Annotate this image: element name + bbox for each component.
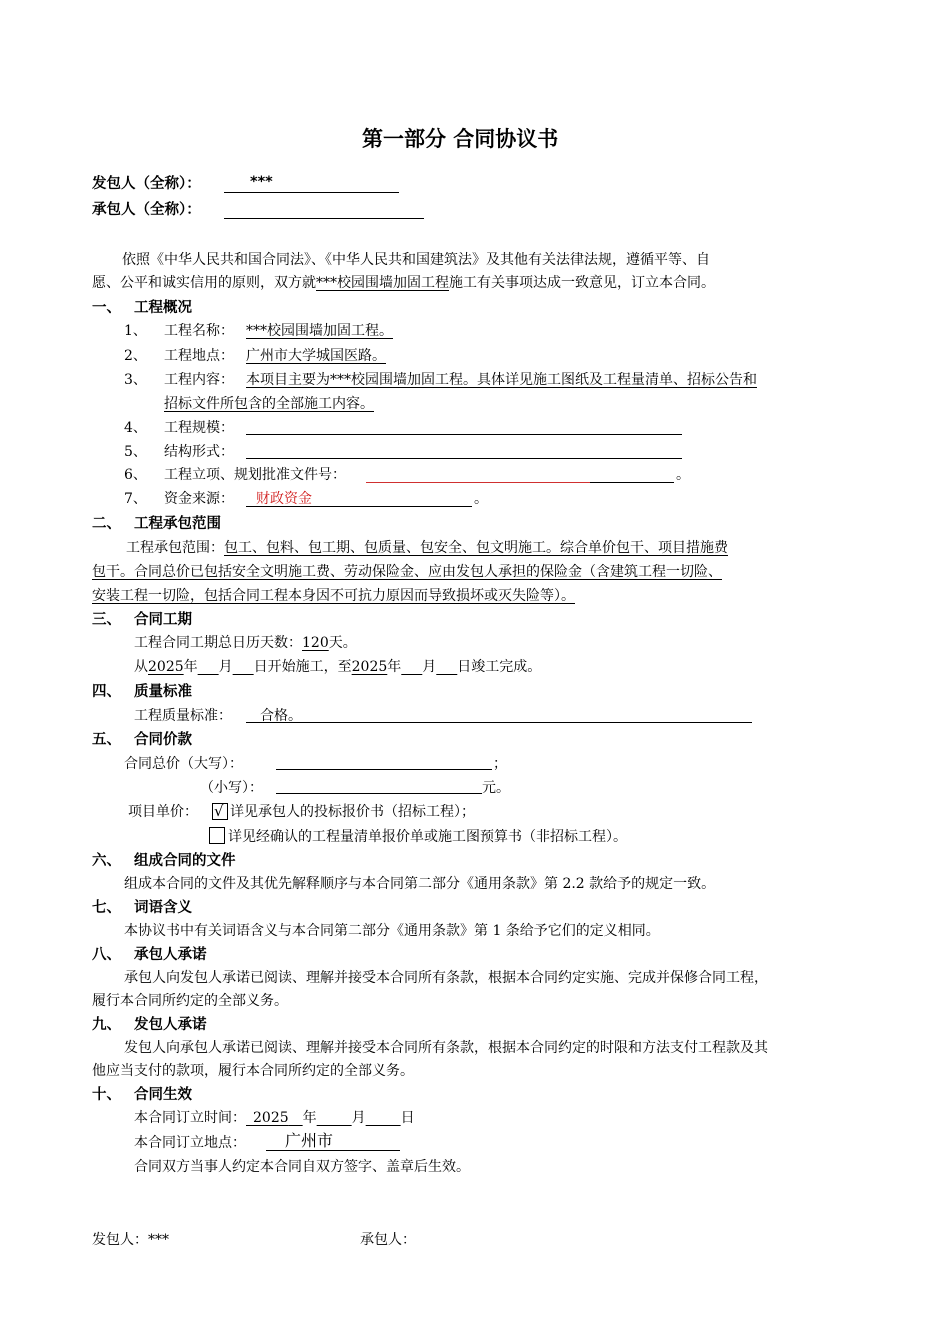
sign-time-label: 本合同订立时间： bbox=[134, 1110, 246, 1126]
quality-label: 工程质量标准： bbox=[134, 708, 232, 724]
section-3-number: 三、 bbox=[92, 612, 121, 628]
scope-line-3: 安装工程一切险，包括合同工程本身因不可抗力原因而导致损坏或灭失险等）。 bbox=[92, 588, 575, 604]
quality-underline bbox=[246, 722, 752, 723]
item-4-label: 工程规模： bbox=[164, 420, 234, 436]
item-7-number: 7、 bbox=[124, 491, 147, 507]
duration-label: 工程合同工期总日历天数： bbox=[134, 635, 302, 651]
preamble-line-1: 依照《中华人民共和国合同法》、《中华人民共和国建筑法》及其他有关法律法规，遵循平等、自 bbox=[122, 252, 710, 268]
section-5-heading: 合同价款 bbox=[134, 732, 192, 748]
sign-ri: 日 bbox=[400, 1110, 415, 1126]
section-8-line-2: 履行本合同所约定的全部义务。 bbox=[92, 993, 288, 1009]
item-6-number: 6、 bbox=[124, 467, 147, 483]
section-3-heading: 合同工期 bbox=[134, 612, 192, 628]
total-price-label: 合同总价（大写）： bbox=[124, 756, 243, 772]
approval-underline-red bbox=[366, 482, 590, 483]
section-10-heading: 合同生效 bbox=[134, 1087, 192, 1103]
start-month-blank bbox=[198, 659, 219, 675]
signature-employer-value: *** bbox=[148, 1232, 169, 1248]
page-title: 第一部分 合同协议书 bbox=[362, 127, 559, 151]
section-9-line-2: 他应当支付的款项，履行本合同所约定的全部义务。 bbox=[92, 1063, 414, 1079]
item-2-label: 工程地点： bbox=[164, 348, 234, 364]
section-10-number: 十、 bbox=[92, 1087, 121, 1103]
section-9-heading: 发包人承诺 bbox=[134, 1017, 207, 1033]
non-tender-checkbox[interactable] bbox=[209, 827, 225, 844]
section-8-number: 八、 bbox=[92, 947, 121, 963]
preamble-text-a: 愿、公平和诚实信用的原则，双方就 bbox=[92, 275, 316, 291]
sign-place-label: 本合同订立地点： bbox=[134, 1135, 246, 1151]
project-content-value: 本项目主要为***校园围墙加固工程。具体详见施工图纸及工程量清单、招标公告和 bbox=[246, 372, 757, 388]
section-4-heading: 质量标准 bbox=[134, 684, 192, 700]
section-8-heading: 承包人承诺 bbox=[134, 947, 207, 963]
small-price-underline bbox=[276, 793, 482, 794]
start-nian: 年 bbox=[183, 659, 198, 675]
section-6-number: 六、 bbox=[92, 853, 121, 869]
tender-option-text: 详见承包人的投标报价书（招标工程）； bbox=[230, 804, 475, 820]
signature-employer-label: 发包人： bbox=[92, 1232, 148, 1248]
sign-month-blank bbox=[317, 1110, 352, 1126]
project-content-value-cont: 招标文件所包含的全部施工内容。 bbox=[164, 396, 374, 412]
sign-year-value: 2025 bbox=[253, 1110, 289, 1126]
section-8-line-1: 承包人向发包人承诺已阅读、理解并接受本合同所有条款，根据本合同约定实施、完成并保修合同工程， bbox=[124, 970, 768, 986]
structure-underline bbox=[246, 458, 682, 459]
section-2-number: 二、 bbox=[92, 516, 121, 532]
section-2-heading: 工程承包范围 bbox=[134, 516, 221, 532]
item-6-label: 工程立项、规划批准文件号： bbox=[164, 467, 346, 483]
scope-text-1-visible: 包工、包料、包工期、包质量、包安全、包文明施工。综合单价包干、项目措施费 bbox=[224, 540, 728, 556]
item-3-number: 3、 bbox=[124, 372, 147, 388]
scope-label: 工程承包范围： bbox=[126, 540, 224, 556]
section-6-text: 组成本合同的文件及其优先解释顺序与本合同第二部分《通用条款》第 2.2 款给予的规定一致。 bbox=[124, 876, 716, 892]
section-1-number: 一、 bbox=[92, 300, 121, 316]
section-9-line-1: 发包人向承包人承诺已阅读、理解并接受本合同所有条款，根据本合同约定的时限和方法支付工程款及其 bbox=[124, 1040, 768, 1056]
total-price-underline bbox=[276, 769, 492, 770]
schedule-from: 从 bbox=[134, 659, 148, 675]
sign-nian: 年 bbox=[302, 1110, 317, 1126]
section-7-number: 七、 bbox=[92, 900, 121, 916]
sign-place-value: 广州市 bbox=[285, 1131, 334, 1150]
funding-source-value: 财政资金 bbox=[256, 491, 312, 507]
section-7-heading: 词语含义 bbox=[134, 900, 192, 916]
employer-underline bbox=[224, 192, 399, 193]
end-day-blank bbox=[436, 659, 457, 675]
quality-value: 合格。 bbox=[260, 708, 302, 724]
duration-line bbox=[134, 633, 357, 653]
scope-line-2: 包干。合同总价已包括安全文明施工费、劳动保险金、应由发包人承担的保险金（含建筑工程一切险、 bbox=[92, 564, 722, 580]
signature-employer bbox=[92, 1230, 169, 1250]
item-1-label: 工程名称： bbox=[164, 323, 234, 339]
end-nian: 年 bbox=[387, 659, 402, 675]
effect-text: 合同双方当事人约定本合同自双方签字、盖章后生效。 bbox=[134, 1159, 470, 1175]
preamble-text-b: 施工有关事项达成一致意见，订立本合同。 bbox=[449, 275, 715, 291]
section-1-heading: 工程概况 bbox=[134, 300, 192, 316]
check-mark-icon: √ bbox=[214, 802, 224, 820]
start-text: 日开始施工，至 bbox=[253, 659, 352, 675]
item-2-number: 2、 bbox=[124, 348, 147, 364]
preamble-line-2 bbox=[92, 273, 715, 293]
item-5-number: 5、 bbox=[124, 444, 147, 460]
start-yue: 月 bbox=[218, 659, 233, 675]
employer-label: 发包人（全称）： bbox=[92, 176, 201, 192]
contractor-underline bbox=[224, 218, 424, 219]
section-5-number: 五、 bbox=[92, 732, 121, 748]
scale-underline bbox=[246, 434, 682, 435]
total-price-semicolon: ； bbox=[493, 756, 507, 772]
item-1-number: 1、 bbox=[124, 323, 147, 339]
section-6-heading: 组成合同的文件 bbox=[134, 853, 236, 869]
item-4-number: 4、 bbox=[124, 420, 147, 436]
duration-unit: 天。 bbox=[328, 635, 357, 651]
schedule-line bbox=[134, 657, 541, 677]
start-day-blank bbox=[233, 659, 254, 675]
duration-days: 120 bbox=[302, 635, 329, 651]
scope-line-1 bbox=[126, 538, 728, 558]
employer-name: *** bbox=[250, 174, 273, 190]
end-text: 日竣工完成。 bbox=[457, 659, 542, 675]
item-7-label: 资金来源： bbox=[164, 491, 234, 507]
sign-yue: 月 bbox=[351, 1110, 366, 1126]
section-4-number: 四、 bbox=[92, 684, 121, 700]
funding-underline bbox=[246, 506, 472, 507]
end-year: 2025 bbox=[351, 659, 388, 675]
item-7-end: 。 bbox=[474, 491, 488, 507]
signature-contractor-label: 承包人： bbox=[360, 1232, 416, 1248]
section-7-text: 本协议书中有关词语含义与本合同第二部分《通用条款》第 1 条给予它们的定义相同。 bbox=[124, 923, 660, 939]
item-5-label: 结构形式： bbox=[164, 444, 234, 460]
preamble-project-name: ***校园围墙加固工程 bbox=[316, 275, 449, 291]
small-price-yuan: 元。 bbox=[482, 780, 510, 796]
small-price-label: （小写）： bbox=[200, 780, 263, 796]
sign-year bbox=[246, 1110, 303, 1126]
item-6-end: 。 bbox=[676, 467, 690, 483]
project-name-value: ***校园围墙加固工程。 bbox=[246, 323, 393, 339]
end-yue: 月 bbox=[422, 659, 437, 675]
sign-day-blank bbox=[366, 1110, 401, 1126]
contractor-label: 承包人（全称）： bbox=[92, 202, 201, 218]
sign-time-line bbox=[134, 1108, 415, 1128]
approval-underline bbox=[590, 482, 674, 483]
end-month-blank bbox=[401, 659, 422, 675]
section-9-number: 九、 bbox=[92, 1017, 121, 1033]
start-year: 2025 bbox=[148, 659, 184, 675]
unit-price-label: 项目单价： bbox=[128, 804, 198, 820]
project-location-value: 广州市大学城国医路。 bbox=[246, 348, 386, 364]
non-tender-option-text: 详见经确认的工程量清单报价单或施工图预算书（非招标工程）。 bbox=[228, 829, 627, 845]
sign-place-underline bbox=[266, 1150, 400, 1151]
item-3-label: 工程内容： bbox=[164, 372, 234, 388]
